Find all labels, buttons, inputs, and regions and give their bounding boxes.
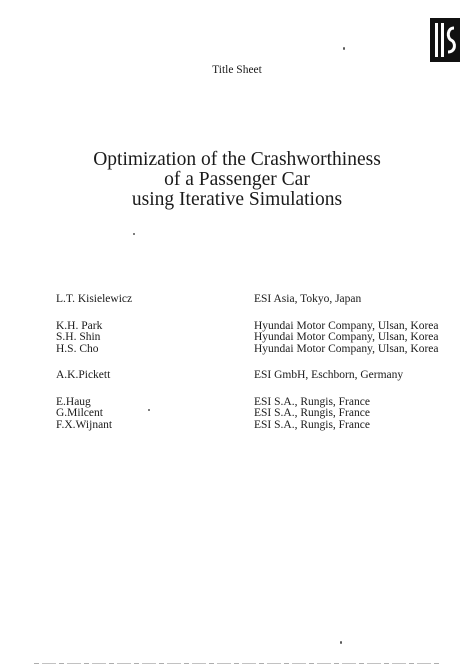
author-affiliation: ESI Asia, Tokyo, Japan	[254, 293, 362, 305]
author-affiliation: ESI GmbH, Eschborn, Germany	[254, 369, 404, 381]
paper-title	[0, 150, 474, 210]
author-name: A.K.Pickett	[56, 369, 111, 381]
author-row	[56, 294, 456, 306]
title-sheet-label: Title Sheet	[212, 64, 262, 76]
author-row	[56, 408, 456, 420]
author-name: G.Milcent	[56, 407, 103, 419]
scan-speck	[133, 233, 135, 235]
author-row	[56, 344, 456, 356]
title-line: of a Passenger Car	[164, 169, 310, 190]
author-name: L.T. Kisielewicz	[56, 293, 133, 305]
author-affiliation: Hyundai Motor Company, Ulsan, Korea	[254, 331, 439, 343]
title-line: Optimization of the Crashworthiness	[93, 149, 381, 170]
author-affiliation: ESI S.A., Rungis, France	[254, 418, 370, 431]
author-name: E.Haug	[56, 395, 91, 408]
title-line: using Iterative Simulations	[131, 189, 343, 210]
scan-speck	[343, 47, 345, 50]
author-affiliation: ESI S.A., Rungis, France	[254, 395, 370, 408]
author-list	[56, 294, 456, 431]
author-affiliation: ESI S.A., Rungis, France	[254, 407, 370, 419]
scan-speck	[340, 641, 342, 644]
author-row	[56, 370, 456, 382]
scan-speck	[148, 409, 150, 411]
author-row	[56, 332, 456, 344]
author-name: F.X.Wijnant	[56, 418, 113, 431]
author-name: H.S. Cho	[56, 342, 99, 355]
author-name: S.H. Shin	[56, 331, 101, 343]
esi-logo-icon	[430, 18, 460, 62]
author-affiliation: Hyundai Motor Company, Ulsan, Korea	[254, 319, 439, 332]
author-row	[56, 420, 456, 432]
author-affiliation: Hyundai Motor Company, Ulsan, Korea	[254, 342, 439, 355]
scan-edge-line	[34, 663, 439, 664]
author-name: K.H. Park	[56, 319, 103, 332]
